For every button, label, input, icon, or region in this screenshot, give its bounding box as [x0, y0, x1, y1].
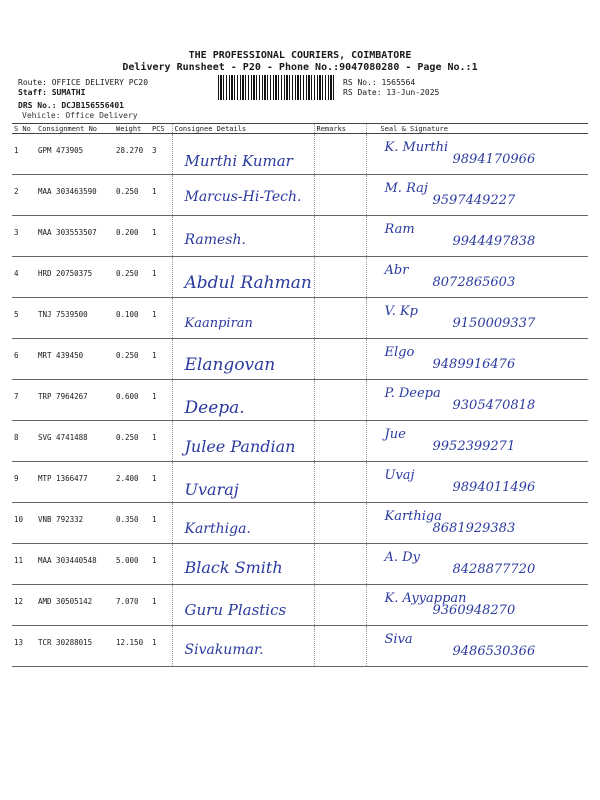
- table-row: [12, 503, 588, 544]
- row-weight: 5.000: [114, 544, 150, 585]
- row-weight: 0.250: [114, 339, 150, 380]
- drs-number: DRS No.: DCJB156556401: [18, 101, 124, 110]
- table-row: [12, 380, 588, 421]
- row-consignment-no: VNB 792332: [36, 503, 114, 544]
- route-text: Route: OFFICE DELIVERY PC20: [18, 78, 149, 87]
- row-consignment-no: SVG 4741488: [36, 421, 114, 462]
- row-pcs: 1: [150, 216, 172, 257]
- row-consignee-cell: [172, 339, 314, 380]
- signature-phone: 9360948270: [432, 603, 516, 618]
- vehicle-text: Vehicle: Office Delivery: [22, 111, 138, 120]
- row-sno: 7: [12, 380, 36, 421]
- row-pcs: 1: [150, 257, 172, 298]
- row-signature-cell: [366, 257, 588, 298]
- row-consignee-cell: [172, 462, 314, 503]
- consignee-name: Karthiga.: [184, 521, 251, 537]
- row-weight: 0.250: [114, 175, 150, 216]
- row-consignee-cell: [172, 298, 314, 339]
- row-weight: 0.250: [114, 257, 150, 298]
- row-pcs: 1: [150, 626, 172, 667]
- row-signature-cell: [366, 216, 588, 257]
- rs-date: RS Date: 13-Jun-2025: [343, 88, 440, 97]
- row-consignment-no: HRD 20750375: [36, 257, 114, 298]
- row-remarks: [314, 421, 366, 462]
- signature-mark: A. Dy: [384, 550, 420, 565]
- row-signature-cell: [366, 339, 588, 380]
- row-sno: 4: [12, 257, 36, 298]
- row-sno: 11: [12, 544, 36, 585]
- consignee-name: Julee Pandian: [184, 437, 296, 456]
- row-consignment-no: MAA 303553507: [36, 216, 114, 257]
- row-pcs: 1: [150, 421, 172, 462]
- row-remarks: [314, 462, 366, 503]
- row-signature-cell: [366, 585, 588, 626]
- row-remarks: [314, 585, 366, 626]
- col-seal-signature: Seal & Signature: [366, 124, 588, 134]
- row-sno: 8: [12, 421, 36, 462]
- signature-mark: Jue: [384, 427, 406, 442]
- signature-phone: 9305470818: [452, 398, 536, 413]
- row-consignment-no: AMD 30505142: [36, 585, 114, 626]
- rs-number: RS No.: 1565564: [343, 78, 416, 87]
- row-sno: 9: [12, 462, 36, 503]
- consignee-name: Elangovan: [184, 355, 276, 375]
- row-remarks: [314, 257, 366, 298]
- table-row: [12, 626, 588, 667]
- signature-mark: Siva: [384, 632, 413, 647]
- col-sno: S No: [12, 124, 36, 134]
- signature-phone: 9894170966: [452, 152, 536, 167]
- row-consignee-cell: [172, 585, 314, 626]
- col-remarks: Remarks: [314, 124, 366, 134]
- col-consignment: Consignment No: [36, 124, 114, 134]
- row-pcs: 1: [150, 339, 172, 380]
- row-weight: 0.350: [114, 503, 150, 544]
- table-row: [12, 298, 588, 339]
- row-consignment-no: MRT 439450: [36, 339, 114, 380]
- table-row: [12, 175, 588, 216]
- consignee-name: Kaanpiran: [184, 316, 253, 331]
- row-sno: 2: [12, 175, 36, 216]
- consignee-name: Uvaraj: [184, 480, 239, 499]
- row-sno: 1: [12, 134, 36, 175]
- signature-phone: 9952399271: [432, 439, 516, 454]
- signature-mark: M. Raj: [384, 181, 428, 196]
- row-remarks: [314, 544, 366, 585]
- row-weight: 7.070: [114, 585, 150, 626]
- barcode-image: [218, 75, 336, 100]
- row-pcs: 1: [150, 380, 172, 421]
- consignee-name: Ramesh.: [184, 232, 246, 248]
- signature-phone: 9944497838: [452, 234, 536, 249]
- row-weight: 0.100: [114, 298, 150, 339]
- row-remarks: [314, 339, 366, 380]
- row-consignment-no: TRP 7964267: [36, 380, 114, 421]
- company-title: THE PROFESSIONAL COURIERS, COIMBATORE: [188, 50, 412, 61]
- row-weight: 0.200: [114, 216, 150, 257]
- row-sno: 6: [12, 339, 36, 380]
- signature-phone: 9486530366: [452, 644, 536, 659]
- row-remarks: [314, 503, 366, 544]
- row-remarks: [314, 626, 366, 667]
- consignee-name: Black Smith: [184, 558, 283, 577]
- signature-phone: 8681929383: [432, 521, 516, 536]
- row-remarks: [314, 380, 366, 421]
- table-row: [12, 134, 588, 175]
- row-consignee-cell: [172, 175, 314, 216]
- signature-mark: V. Kp: [384, 304, 418, 319]
- consignee-name: Guru Plastics: [184, 601, 287, 619]
- signature-phone: 8428877720: [452, 562, 536, 577]
- row-weight: 2.400: [114, 462, 150, 503]
- row-weight: 28.270: [114, 134, 150, 175]
- row-sno: 13: [12, 626, 36, 667]
- row-consignee-cell: [172, 626, 314, 667]
- row-weight: 12.150: [114, 626, 150, 667]
- signature-mark: Uvaj: [384, 468, 415, 483]
- table-row: [12, 216, 588, 257]
- consignee-name: Marcus-Hi-Tech.: [184, 189, 302, 205]
- row-remarks: [314, 216, 366, 257]
- row-signature-cell: [366, 626, 588, 667]
- signature-phone: 9597449227: [432, 193, 516, 208]
- row-sno: 12: [12, 585, 36, 626]
- consignee-name: Abdul Rahman: [184, 273, 312, 293]
- consignee-name: Sivakumar.: [184, 642, 264, 658]
- staff-text: Staff: SUMATHI: [18, 88, 86, 97]
- row-pcs: 1: [150, 175, 172, 216]
- table-row: [12, 544, 588, 585]
- table-row: [12, 585, 588, 626]
- row-signature-cell: [366, 175, 588, 216]
- signature-mark: Karthiga: [384, 509, 443, 524]
- row-consignee-cell: [172, 257, 314, 298]
- signature-phone: 9489916476: [432, 357, 516, 372]
- signature-mark: K. Ayyappan: [384, 591, 467, 606]
- table-header-row: [12, 124, 588, 134]
- row-signature-cell: [366, 462, 588, 503]
- row-signature-cell: [366, 544, 588, 585]
- row-consignee-cell: [172, 503, 314, 544]
- row-remarks: [314, 175, 366, 216]
- row-consignment-no: GPM 473905: [36, 134, 114, 175]
- table-row: [12, 257, 588, 298]
- row-signature-cell: [366, 421, 588, 462]
- row-consignee-cell: [172, 544, 314, 585]
- signature-mark: Abr: [384, 263, 409, 278]
- row-pcs: 1: [150, 585, 172, 626]
- table-row: [12, 421, 588, 462]
- row-pcs: 1: [150, 503, 172, 544]
- runsheet-subtitle: Delivery Runsheet - P20 - Phone No.:9047080280 - Page No.:1: [122, 62, 478, 73]
- row-signature-cell: [366, 298, 588, 339]
- row-consignee-cell: [172, 216, 314, 257]
- consignee-name: Deepa.: [184, 398, 245, 418]
- row-consignment-no: MAA 303440548: [36, 544, 114, 585]
- row-consignee-cell: [172, 134, 314, 175]
- row-signature-cell: [366, 503, 588, 544]
- row-pcs: 1: [150, 462, 172, 503]
- row-consignment-no: TNJ 7539500: [36, 298, 114, 339]
- table-row: [12, 462, 588, 503]
- row-remarks: [314, 134, 366, 175]
- signature-mark: K. Murthi: [384, 140, 449, 155]
- signature-mark: Ram: [384, 222, 415, 237]
- runsheet-table: [12, 123, 588, 667]
- row-consignee-cell: [172, 421, 314, 462]
- row-consignment-no: MTP 1366477: [36, 462, 114, 503]
- row-consignee-cell: [172, 380, 314, 421]
- col-consignee: Consignee Details: [172, 124, 314, 134]
- row-pcs: 3: [150, 134, 172, 175]
- row-weight: 0.600: [114, 380, 150, 421]
- row-remarks: [314, 298, 366, 339]
- col-pcs: PCS: [150, 124, 172, 134]
- signature-mark: P. Deepa: [384, 386, 441, 401]
- signature-phone: 9894011496: [452, 480, 536, 495]
- row-weight: 0.250: [114, 421, 150, 462]
- row-consignment-no: MAA 303463590: [36, 175, 114, 216]
- row-signature-cell: [366, 134, 588, 175]
- table-row: [12, 339, 588, 380]
- signature-phone: 9150009337: [452, 316, 536, 331]
- row-pcs: 1: [150, 298, 172, 339]
- signature-phone: 8072865603: [432, 275, 516, 290]
- row-sno: 10: [12, 503, 36, 544]
- row-signature-cell: [366, 380, 588, 421]
- signature-mark: Elgo: [384, 345, 415, 360]
- consignee-name: Murthi Kumar: [184, 152, 293, 170]
- row-sno: 5: [12, 298, 36, 339]
- row-consignment-no: TCR 30288015: [36, 626, 114, 667]
- row-pcs: 1: [150, 544, 172, 585]
- col-weight: Weight: [114, 124, 150, 134]
- row-sno: 3: [12, 216, 36, 257]
